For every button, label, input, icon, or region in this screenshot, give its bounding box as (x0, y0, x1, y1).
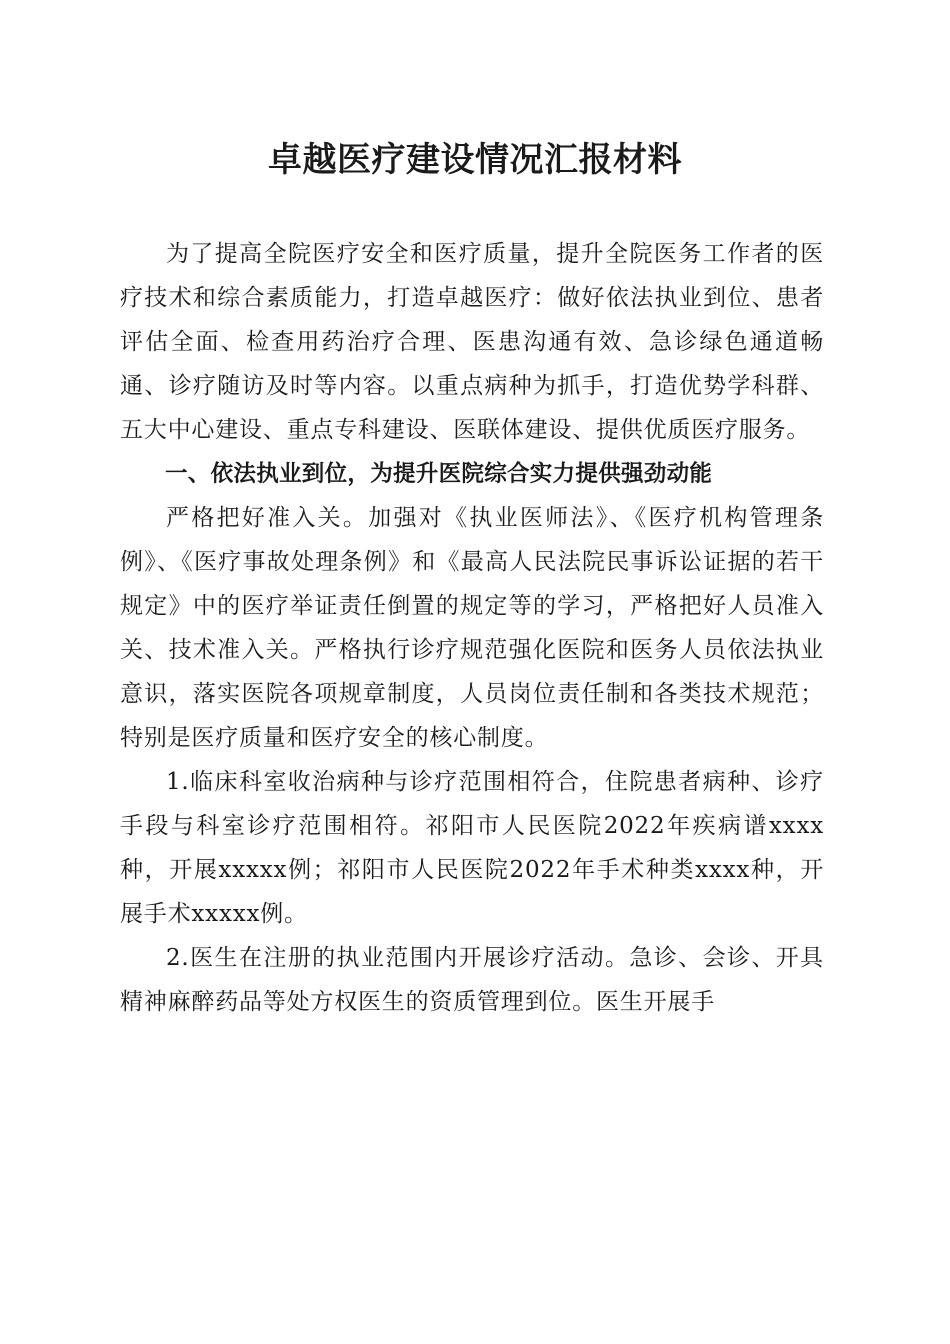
section-heading-1: 一、依法执业到位，为提升医院综合实力提供强劲动能 (165, 461, 713, 487)
intro-paragraph: 为了提高全院医疗安全和医疗质量，提升全院医务工作者的医疗技术和综合素质能力，打造卓越医疗：做好依法执业到位、患者评估全面、检查用药治疗合理、医患沟通有效、急诊绿色通道畅通、诊疗随访及时等内容。以重点病种为抓手，打造优势学科群、五大中心建设、重点专科建设、医联体建设、提供优质医疗服务。 (120, 241, 824, 443)
document-body (120, 232, 824, 1024)
item-1-paragraph: 1.临床科室收治病种与诊疗范围相符合，住院患者病种、诊疗手段与科室诊疗范围相符。祁阳市人民医院2022年疾病谱xxxx种，开展xxxxx例；祁阳市人民医院2022年手术种类xxxx种，开展手术xxxxx例。 (120, 769, 824, 927)
item-2-paragraph: 2.医生在注册的执业范围内开展诊疗活动。急诊、会诊、开具精神麻醉药品等处方权医生的资质管理到位。医生开展手 (120, 945, 824, 1015)
document-title: 卓越医疗建设情况汇报材料 (268, 140, 682, 180)
admission-paragraph: 严格把好准入关。加强对《执业医师法》、《医疗机构管理条例》、《医疗事故处理条例》和《最高人民法院民事诉讼证据的若干规定》中的医疗举证责任倒置的规定等的学习，严格把好人员准入关、技术准入关。严格执行诊疗规范强化医院和医务人员依法执业意识，落实医院各项规章制度，人员岗位责任制和各类技术规范；特别是医疗质量和医疗安全的核心制度。 (120, 505, 824, 751)
